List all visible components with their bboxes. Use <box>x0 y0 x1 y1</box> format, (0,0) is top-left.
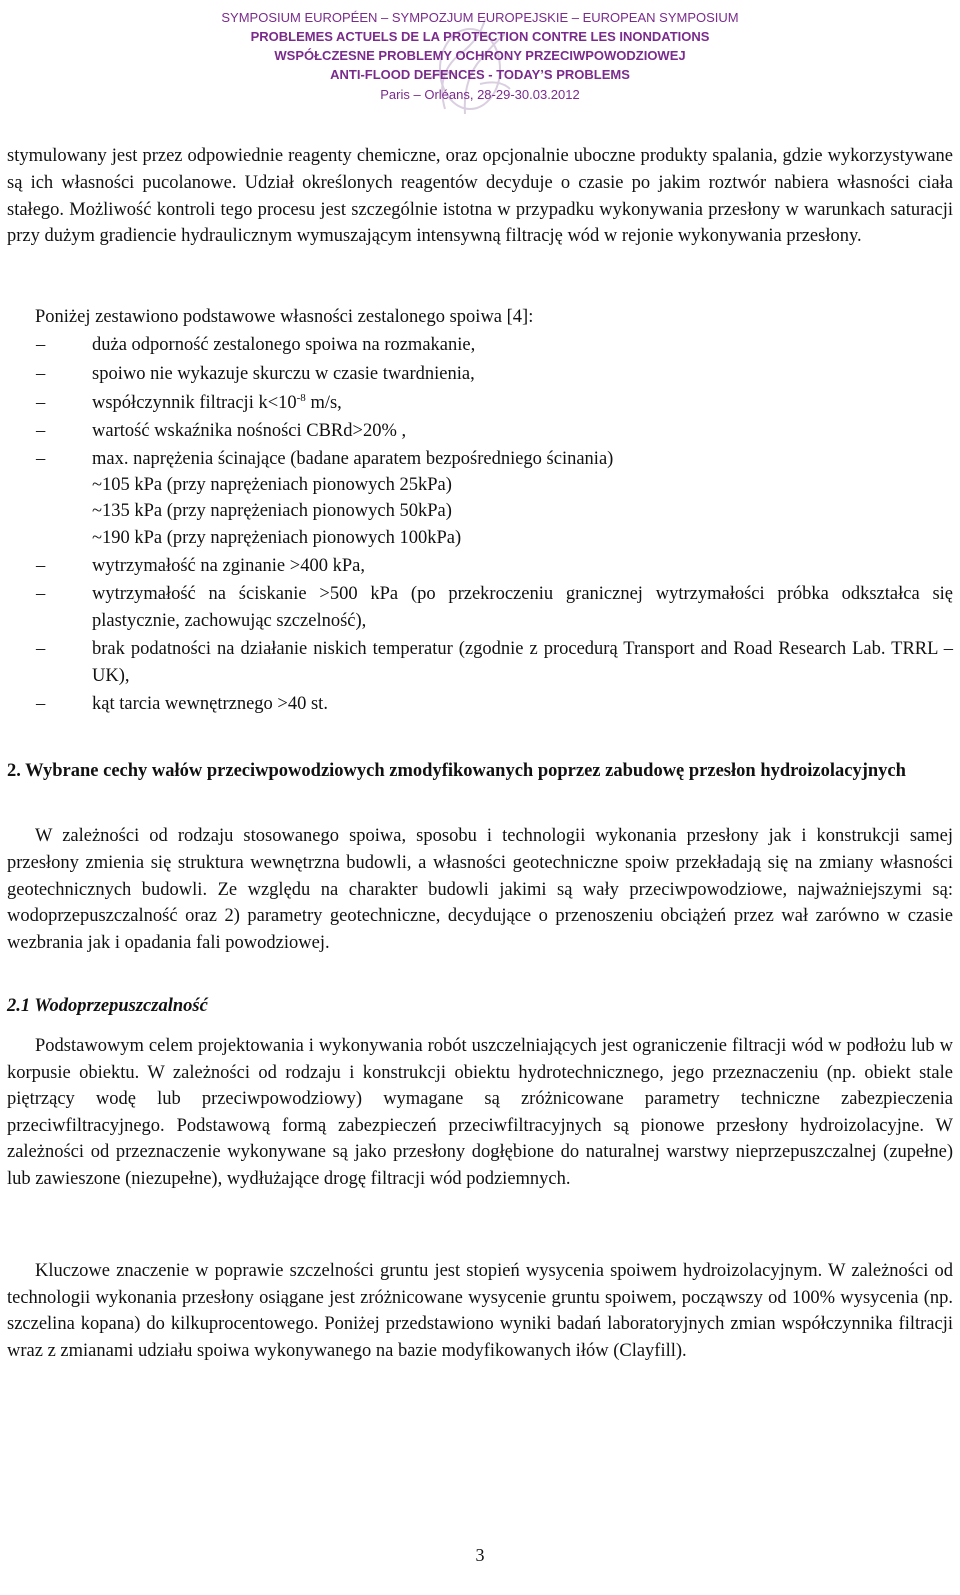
list-item <box>36 553 953 580</box>
list-item <box>36 361 953 388</box>
list-dash: – <box>36 449 46 469</box>
list-dash: – <box>36 584 46 604</box>
list-item <box>36 418 953 445</box>
list-dash: – <box>36 694 46 714</box>
list-dash: – <box>36 556 46 576</box>
list-item <box>36 581 953 635</box>
paragraph-intro: stymulowany jest przez odpowiednie reagenty chemiczne, oraz opcjonalnie uboczne produkty spalania, gdzie wykorzystywane są ich własności pucolanowe. Udział określonych reagentów decyduje o czasie po jakim roztwór nabiera własności ciała stałego. Możliwość kontroli tego procesu jest szczególnie istotna w przypadku wykonywania przesłony w warunkach saturacji przy dużym gradiencie hydraulicznym wymuszającym intensywną filtrację wód w rejonie wykonywania przesłony. <box>7 146 953 247</box>
header-line-4: ANTI-FLOOD DEFENCES - TODAY’S PROBLEMS <box>330 67 630 82</box>
section-2-heading: 2. Wybrane cechy wałów przeciwpowodziowych zmodyfikowanych poprzez zabudowę przesłon hydroizolacyjnych <box>7 761 906 781</box>
list-item <box>36 446 953 473</box>
header-line-3: WSPÓŁCZESNE PROBLEMY OCHRONY PRZECIWPOWODZIOWEJ <box>274 48 686 63</box>
header-line-1: SYMPOSIUM EUROPÉEN – SYMPOZJUM EUROPEJSKIE – EUROPEAN SYMPOSIUM <box>221 10 739 25</box>
sub-item: ~190 kPa (przy naprężeniach pionowych 100kPa) <box>92 528 462 548</box>
sub-item: ~135 kPa (przy naprężeniach pionowych 50kPa) <box>92 501 452 521</box>
list-item-text: wytrzymałość na ściskanie >500 kPa (po przekroczeniu granicznej wytrzymałości próbka odkształca się plastycznie, zachowując szczelność), <box>92 584 953 631</box>
list-dash: – <box>36 421 46 441</box>
filtration-coefficient-label: współczynnik filtracji k<10 <box>92 393 297 413</box>
sub-item: ~105 kPa (przy naprężeniach pionowych 25kPa) <box>92 475 452 495</box>
exponent: -8 <box>296 391 306 404</box>
list-item-text: wartość wskaźnika nośności CBRd>20% , <box>92 421 407 441</box>
section-2-paragraph: W zależności od rodzaju stosowanego spoiwa, sposobu i technologii wykonania przesłony jak i konstrukcji samej przesłony zmienia się struktura wewnętrzna budowli, a własności geotechniczne spoiw przekładają się na zmiany własności geotechnicznych budowli. Ze względu na charakter budowli jakimi są wały przeciwpowodziowe, najważniejszymi są: wodoprzepuszczalność oraz 2) parametry geotechniczne, decydujące o przenoszeniu obciążeń przez wał zarówno w czasie wezbrania jak i opadania fali powodziowej. <box>7 826 953 954</box>
list-item-text: kąt tarcia wewnętrznego >40 st. <box>92 694 328 714</box>
symposium-header <box>0 8 960 106</box>
header-line-5: Paris – Orléans, 28-29-30.03.2012 <box>380 87 580 102</box>
list-item <box>36 691 953 718</box>
list-item <box>36 390 953 417</box>
list-item <box>36 332 953 359</box>
section-2-1-paragraph-1: Podstawowym celem projektowania i wykonywania robót uszczelniających jest ograniczenie filtracji wód w podłożu lub w korpusie obiektu. W zależności od rodzaju i konstrukcji obiektu hydrotechnicznego, jego przeznaczeniu (np. obiekt stale piętrzący wodę lub przeciwpowodziowy) wymagane są zróżnicowane parametry techniczne zabezpieczenia przeciwfiltracyjnego. Podstawową formą zabezpieczeń przeciwfiltracyjnych są pionowe przesłony hydroizolacyjne. W zależności od przeznaczenie wykonywane są jako przesłony dogłębione do naturalnej warstwy nieprzepuszczalnej (zupełne) lub zawieszone (niezupełne), wydłużające drogę filtracji wód podziemnych. <box>7 1036 953 1189</box>
header-line-2: PROBLEMES ACTUELS DE LA PROTECTION CONTRE LES INONDATIONS <box>250 29 710 44</box>
unit: m/s, <box>305 393 342 413</box>
page-number: 3 <box>475 1545 485 1565</box>
list-item <box>36 636 953 690</box>
list-item-text: brak podatności na działanie niskich temperatur (zgodnie z procedurą Transport and Road Research Lab. TRRL – UK), <box>92 639 953 686</box>
list-item-text: duża odporność zestalonego spoiwa na rozmakanie, <box>92 335 476 355</box>
list-item-text: max. naprężenia ścinające (badane aparatem bezpośredniego ścinania) <box>92 449 614 469</box>
section-2-1-heading: 2.1 Wodoprzepuszczalność <box>7 996 208 1016</box>
list-dash: – <box>36 364 46 384</box>
list-intro: Poniżej zestawiono podstawowe własności zestalonego spoiwa [4]: <box>35 307 534 327</box>
list-dash: – <box>36 393 46 413</box>
list-item-text <box>92 390 953 417</box>
list-dash: – <box>36 639 46 659</box>
list-dash: – <box>36 335 46 355</box>
list-item-text: wytrzymałość na zginanie >400 kPa, <box>92 556 365 576</box>
section-2-1-paragraph-2: Kluczowe znaczenie w poprawie szczelności gruntu jest stopień wysycenia spoiwem hydroizolacyjnym. W zależności od technologii wykonania przesłony osiągane jest zróżnicowane wysycenie gruntu spoiwem, począwszy od 100% wysycenia (np. szczelina kopana) do kilkuprocentowego. Poniżej przedstawiono wyniki badań laboratoryjnych zmian współczynnika filtracji wraz z zmianami udziału spoiwa wykonywanego na bazie modyfikowanych iłów (Clayfill). <box>7 1261 953 1361</box>
list-item-text: spoiwo nie wykazuje skurczu w czasie twardnienia, <box>92 364 475 384</box>
